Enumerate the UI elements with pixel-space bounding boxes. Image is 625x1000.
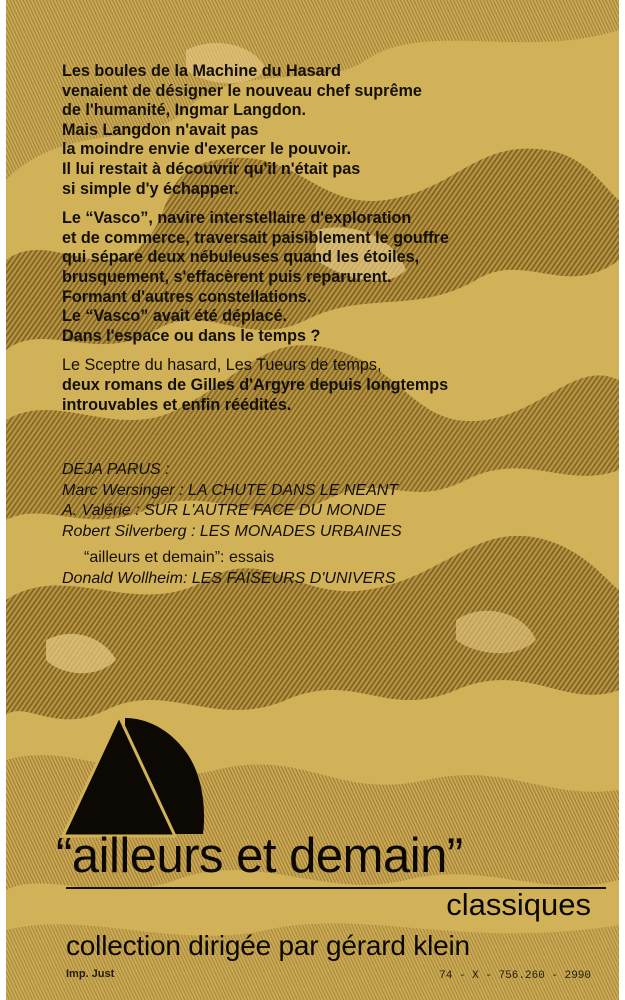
- blurb-line: qui sépare deux nébuleuses quand les étoiles,: [62, 248, 420, 267]
- catalog-number: 74 - X - 756.260 - 2990: [439, 970, 591, 982]
- blurb-paragraph-2: [62, 209, 582, 346]
- published-title: Marc Wersinger : LA CHUTE DANS LE NEANT: [62, 481, 399, 499]
- blurb-line: de l'humanité, Ingmar Langdon.: [62, 101, 306, 120]
- triangle-and-half-disc-logo: [61, 712, 211, 842]
- blurb-line: deux romans de Gilles d'Argyre depuis longtemps: [62, 375, 449, 394]
- blurb-text: [62, 62, 582, 425]
- blurb-line: Le “Vasco”, navire interstellaire d'exploration: [62, 209, 412, 228]
- collection-editor-line: collection dirigée par gérard klein: [66, 930, 470, 961]
- novel-titles-line: Le Sceptre du hasard, Les Tueurs de temps,: [62, 356, 382, 375]
- blurb-line: Formant d'autres constellations.: [62, 287, 312, 306]
- blurb-line: Les boules de la Machine du Hasard: [62, 62, 341, 80]
- published-title: Robert Silverberg : LES MONADES URBAINES: [62, 522, 402, 540]
- published-title: A. Valérie : SUR L'AUTRE FACE DU MONDE: [62, 502, 386, 519]
- blurb-line: et de commerce, traversait paisiblement le gouffre: [62, 228, 449, 247]
- series-subtitle: classiques: [446, 887, 591, 922]
- blurb-paragraph-3: [62, 356, 582, 415]
- blurb-line: Mais Langdon n'avait pas: [62, 120, 259, 139]
- essais-title: Donald Wollheim: LES FAISEURS D'UNIVERS: [62, 569, 396, 587]
- book-back-cover: [6, 0, 619, 1000]
- series-title: “ailleurs et demain”: [56, 829, 463, 883]
- blurb-paragraph-1: [62, 62, 582, 199]
- deja-parus-heading: DEJA PARUS :: [62, 461, 170, 478]
- printer-imprint: Imp. Just: [66, 968, 115, 980]
- blurb-line: Il lui restait à découvrir qu'il n'était pas: [62, 159, 361, 178]
- blurb-line: brusquement, s'effacèrent puis reparurent.: [62, 267, 392, 286]
- blurb-line: introuvables et enfin réédités.: [62, 395, 292, 414]
- blurb-line: si simple d'y échapper.: [62, 179, 239, 198]
- blurb-line: Le “Vasco” avait été déplacé.: [62, 307, 287, 326]
- blurb-line: la moindre envie d'exercer le pouvoir.: [62, 140, 352, 159]
- deja-parus-list: [62, 460, 582, 589]
- essais-label: “ailleurs et demain”: essais: [84, 549, 275, 566]
- blurb-line: venaient de désigner le nouveau chef suprême: [62, 81, 422, 100]
- blurb-line: Dans l'espace ou dans le temps ?: [62, 326, 321, 345]
